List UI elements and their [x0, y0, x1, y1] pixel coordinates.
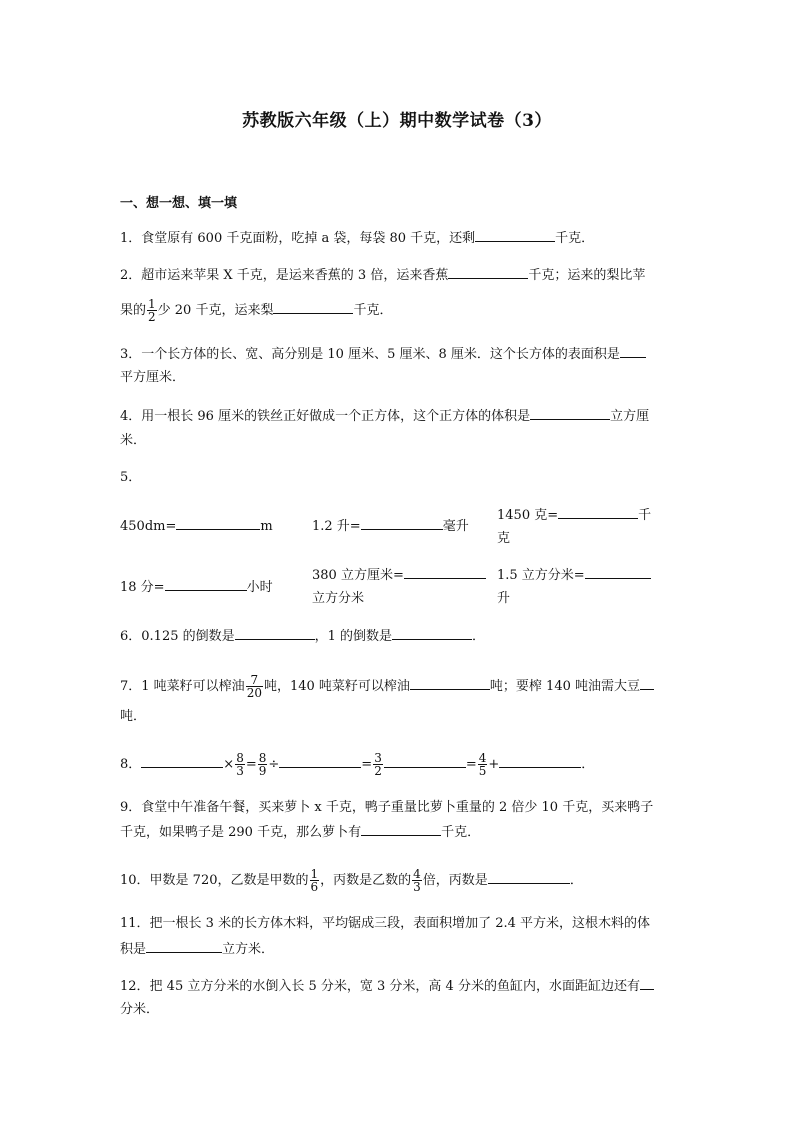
q2-answer-blank-1[interactable]: [448, 266, 528, 279]
question-3-line1: [120, 345, 646, 364]
question-5-label: 5．: [120, 470, 142, 485]
q5-blank-2[interactable]: [361, 517, 443, 530]
question-4-line1: [120, 407, 649, 426]
q5-blank-5[interactable]: [404, 566, 486, 579]
section-heading: 一、想一想、填一填: [120, 196, 238, 211]
question-4-line2: [120, 432, 146, 450]
q5-blank-4[interactable]: [165, 578, 247, 591]
q8-blank-3[interactable]: [384, 755, 466, 768]
q9-text: 9．食堂中午准备午餐，买来萝卜 x 千克，鸭子重量比萝卜重量的 2 倍少 10 千克，买来鸭子: [120, 800, 654, 815]
q6-text-b: ，1 的倒数是: [314, 629, 393, 644]
q5-blank-3[interactable]: [558, 506, 638, 519]
q4-text: 4．用一根长 96 厘米的铁丝正好做成一个正方体，这个正方体的体积是: [120, 409, 531, 424]
q11-text-b: 积是: [120, 942, 147, 957]
q5-item-2: 1.2 升= 毫升: [312, 519, 469, 534]
q8-fraction-2: $\frac{8}{9}$: [258, 751, 267, 778]
question-3-line2: [120, 369, 185, 387]
q10-fraction-1: $\frac{1}{6}$: [310, 867, 319, 894]
q8-fraction-3: $\frac{3}{2}$: [374, 751, 382, 778]
q8-fraction-4: $\frac{4}{5}$: [478, 751, 487, 778]
q8-fraction-1: $\frac{8}{3}$: [236, 751, 244, 778]
question-11-line1: [120, 915, 650, 933]
question-2-line1: [120, 266, 645, 285]
q5-item-5: 380 立方厘米= 立方分米: [312, 566, 492, 608]
question-6: 6．0.125 的倒数是 ，1 的倒数是 ．: [120, 629, 486, 644]
q3-text: 3．一个长方体的长、宽、高分别是 10 厘米、5 厘米、8 厘米．这个长方体的表面积是: [120, 347, 620, 362]
q5-item-6: 1.5 立方分米= 升: [497, 566, 672, 608]
q12-text: 12．把 45 立方分米的水倒入长 5 分米，宽 3 分米，高 4 分米的鱼缸内，水面距缸边还有: [120, 979, 640, 994]
question-11-line2: [120, 940, 274, 959]
q7-answer-blank-1[interactable]: [410, 677, 490, 690]
q4-answer-blank[interactable]: [530, 407, 610, 420]
q6-answer-blank-1[interactable]: [235, 627, 315, 640]
question-12-line2: [120, 1001, 159, 1019]
q7-text-b: 吨，140 吨菜籽可以榨油: [263, 679, 410, 694]
q10-text: 10．甲数是 720，乙数是甲数的: [120, 873, 309, 888]
q11-unit: 立方米．: [222, 942, 275, 957]
q2-unit: 千克．: [353, 303, 393, 318]
q5-item-1: 450dm= m: [120, 519, 273, 534]
q8-blank-2[interactable]: [279, 755, 361, 768]
q1-unit: 千克．: [555, 231, 595, 246]
question-9-line2: [120, 823, 480, 842]
q1-text: 1．食堂原有 600 千克面粉，吃掉 a 袋，每袋 80 千克，还剩: [120, 231, 476, 246]
question-7-line2: [120, 708, 146, 726]
q2-fraction: $\frac{1}{2}$: [148, 297, 156, 324]
q2-text-d: 少 20 千克，运来梨: [157, 303, 274, 318]
q8-blank-4[interactable]: [499, 755, 581, 768]
question-1: [120, 229, 594, 248]
q3-unit: 平方厘米．: [120, 370, 186, 385]
q5-item-4: 18 分= 小时: [120, 580, 273, 595]
question-12-line1: [120, 977, 654, 996]
q3-answer-blank[interactable]: [620, 345, 646, 358]
q8-blank-1[interactable]: [141, 755, 223, 768]
q5-blank-1[interactable]: [176, 517, 260, 530]
q12-answer-blank[interactable]: [640, 977, 654, 990]
q5-blank-6[interactable]: [585, 566, 651, 579]
q10-answer-blank[interactable]: [488, 871, 570, 884]
q6-answer-blank-2[interactable]: [392, 627, 472, 640]
q7-answer-blank-2[interactable]: [640, 677, 654, 690]
q7-text: 7．1 吨菜籽可以榨油: [120, 679, 245, 694]
q2-text-b: 千克；运来的梨比苹: [528, 268, 646, 283]
q2-answer-blank-2[interactable]: [273, 301, 353, 314]
q9-answer-blank[interactable]: [361, 823, 441, 836]
q7-fraction: $\frac{7}{20}$: [246, 673, 262, 700]
q9-unit: 千克．: [441, 825, 481, 840]
q11-answer-blank[interactable]: [146, 940, 222, 953]
question-10: 10．甲数是 720，乙数是甲数的 $\frac{1}{6}$ ，丙数是乙数的 $\frac{4}{3}$ 倍，丙数是 ．: [120, 867, 583, 894]
q11-text: 11．把一根长 3 米的长方体木料，平均锯成三段，表面积增加了 2.4 平方米，这根木料的体: [120, 916, 651, 931]
q4-unit: 立方厘: [610, 409, 650, 424]
q7-unit: 吨．: [120, 709, 147, 724]
q7-text-c: 吨；要榨 140 吨油需大豆: [489, 679, 640, 694]
q12-unit: 分米．: [120, 1002, 160, 1017]
q6-text: 6．0.125 的倒数是: [120, 629, 235, 644]
page-title: 苏教版六年级（上）期中数学试卷（3）: [242, 111, 552, 131]
q10-fraction-2: $\frac{4}{3}$: [413, 867, 421, 894]
question-7-line1: [120, 674, 654, 699]
q10-text-c: 倍，丙数是: [422, 873, 488, 888]
question-9-line1: [120, 799, 653, 817]
q2-text-c: 果的: [120, 303, 147, 318]
q5-item-3: 1450 克= 千 克: [497, 508, 652, 546]
q1-answer-blank[interactable]: [475, 229, 555, 242]
q10-text-b: ，丙数是乙数的: [320, 873, 412, 888]
q2-text: 2．超市运来苹果 X 千克，是运来香蕉的 3 倍，运来香蕉: [120, 268, 449, 283]
question-2-line2: [120, 298, 392, 323]
question-8: 8． × $\frac{8}{3}$ = $\frac{8}{9}$ ÷ = $\frac{3}{2}$ = $\frac{4}{5}$ + ．: [120, 751, 595, 778]
q4-unit-end: 米．: [120, 433, 147, 448]
q9-text-b: 千克，如果鸭子是 290 千克，那么萝卜有: [120, 825, 362, 840]
